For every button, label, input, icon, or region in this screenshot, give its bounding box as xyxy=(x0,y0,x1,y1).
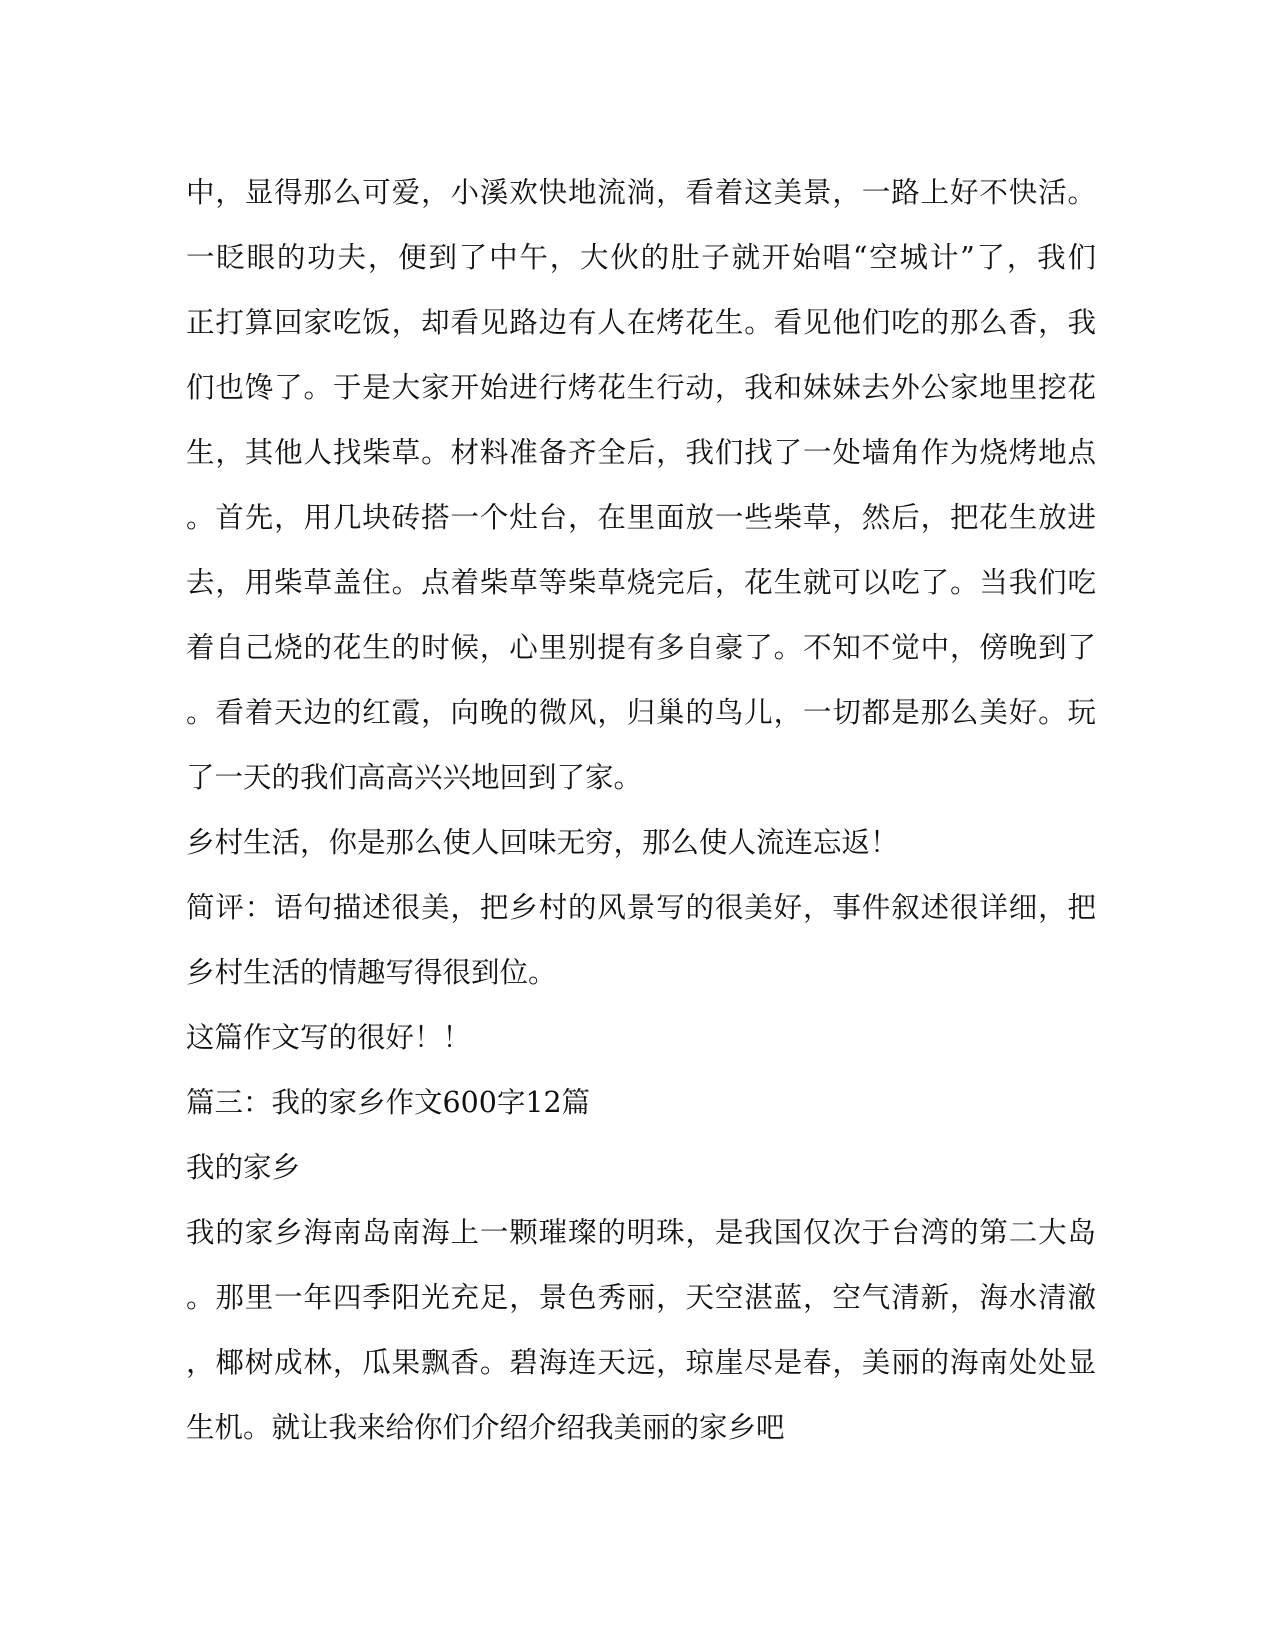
text-line-14: 这篇作文写的很好！！ xyxy=(186,1021,472,1054)
text-line-8: 着自己烧的花生的时候，心里别提有多自豪了。不知不觉中，傍晚到了 xyxy=(186,631,1096,664)
text-line-3: 正打算回家吃饭，却看见路边有人在烤花生。看见他们吃的那么香，我 xyxy=(186,306,1096,339)
text-line-12: 简评：语句描述很美，把乡村的风景写的很美好，事件叙述很详细，把 xyxy=(186,891,1096,924)
text-line-5: 生，其他人找柴草。材料准备齐全后，我们找了一处墙角作为烧烤地点 xyxy=(186,436,1096,469)
section-heading: 篇三：我的家乡作文600字12篇 xyxy=(186,1086,591,1119)
text-line-18: 。那里一年四季阳光充足，景色秀丽，天空湛蓝，空气清新，海水清澈 xyxy=(186,1281,1096,1314)
text-line-20: 生机。就让我来给你们介绍介绍我美丽的家乡吧 xyxy=(186,1411,785,1444)
document-body xyxy=(186,160,1096,1460)
text-line-19: ，椰树成林，瓜果飘香。碧海连天远，琼崖尽是春，美丽的海南处处显 xyxy=(186,1346,1096,1379)
text-line-17: 我的家乡海南岛南海上一颗璀璨的明珠，是我国仅次于台湾的第二大岛 xyxy=(186,1216,1096,1249)
text-line-11: 乡村生活，你是那么使人回味无穷，那么使人流连忘返！ xyxy=(186,826,899,859)
text-line-1: 中，显得那么可爱，小溪欢快地流淌，看着这美景，一路上好不快活。 xyxy=(186,176,1096,209)
text-line-4: 们也馋了。于是大家开始进行烤花生行动，我和妹妹去外公家地里挖花 xyxy=(186,371,1096,404)
essay-title: 我的家乡 xyxy=(186,1151,301,1184)
text-line-9: 。看着天边的红霞，向晚的微风，归巢的鸟儿，一切都是那么美好。玩 xyxy=(186,696,1096,729)
text-line-10: 了一天的我们高高兴兴地回到了家。 xyxy=(186,761,643,794)
text-line-6: 。首先，用几块砖搭一个灶台，在里面放一些柴草，然后，把花生放进 xyxy=(186,501,1096,534)
text-line-13: 乡村生活的情趣写得很到位。 xyxy=(186,956,557,989)
text-line-2: 一眨眼的功夫，便到了中午，大伙的肚子就开始唱“空城计”了，我们 xyxy=(186,241,1096,274)
text-line-7: 去，用柴草盖住。点着柴草等柴草烧完后，花生就可以吃了。当我们吃 xyxy=(186,566,1096,599)
